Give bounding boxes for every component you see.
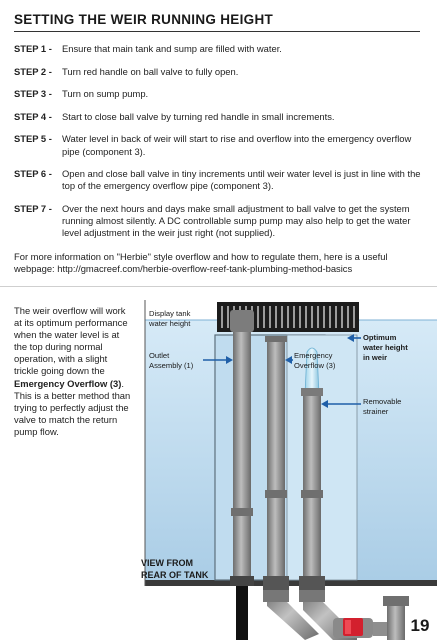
step-number: STEP 4 - <box>14 110 52 122</box>
outlet-assembly-label-line2: Assembly (1) <box>149 361 194 370</box>
emergency-pipe <box>267 336 285 576</box>
step-item <box>14 66 424 78</box>
emergency-overflow-label: Emergency <box>294 351 333 360</box>
strainer-label-line2: strainer <box>363 407 389 416</box>
explanation-text-start: The weir overflow will work at its optimum performance when the water level is at the top during normal operation, with a slight trickle going down the <box>14 305 128 377</box>
weir-diagram <box>137 300 437 640</box>
step-number: STEP 2 - <box>14 65 52 77</box>
section-divider <box>0 286 437 287</box>
bulkhead-nut <box>299 576 325 590</box>
tank-bottom <box>145 580 437 586</box>
step-text: Start to close ball valve by turning red handle in small increments. <box>62 110 335 122</box>
step-item <box>14 168 424 192</box>
main-drain-elbow <box>299 590 325 602</box>
step-item <box>14 88 424 100</box>
emergency-pipe-joint <box>265 490 287 498</box>
weir-explanation <box>14 305 132 438</box>
optimum-height-label-line2: water height <box>363 343 408 352</box>
step-number: STEP 5 - <box>14 133 52 145</box>
ball-valve-handle-highlight <box>345 620 351 634</box>
step-text: Ensure that main tank and sump are filled with water. <box>62 43 282 54</box>
title-underline <box>14 31 420 32</box>
step-number: STEP 7 - <box>14 202 52 214</box>
outlet-pipe <box>233 314 251 576</box>
valve-outlet-elbow <box>383 596 409 606</box>
emergency-drain-elbow <box>263 590 289 602</box>
step-number: STEP 6 - <box>14 168 52 180</box>
strainer-pipe-joint <box>301 490 323 498</box>
optimum-height-label: Optimum <box>363 333 397 342</box>
explanation-text-bold: Emergency Overflow (3) <box>14 377 122 389</box>
display-tank-label-line2: water height <box>149 319 191 328</box>
step-text: Open and close ball valve in tiny increments until weir water level is just in line with the top of the emergency overflow pipe (component 3). <box>62 168 421 192</box>
bulkhead-nut <box>230 576 254 586</box>
step-text: Turn red handle on ball valve to fully open. <box>62 65 239 77</box>
weir-inner-chamber <box>287 335 357 580</box>
outlet-pipe-cap <box>230 310 254 332</box>
optimum-height-label-line3: in weir <box>363 353 388 362</box>
view-from-label-line2: REAR OF TANK <box>141 570 209 580</box>
step-item <box>14 133 424 157</box>
strainer-collar <box>301 388 323 396</box>
step-item <box>14 43 424 55</box>
more-info-paragraph: For more information on "Herbie" style overflow and how to regulate them, here is a useful webpage: http://gmacreef.com/herbie-overflow-reef-tank-plumbing-method-basics <box>14 251 388 275</box>
bulkhead-nut <box>263 576 289 590</box>
strainer-pipe <box>303 392 321 576</box>
emergency-pipe-top <box>265 336 287 342</box>
emergency-overflow-label-line2: Overflow (3) <box>294 361 336 370</box>
outlet-assembly-label: Outlet <box>149 351 170 360</box>
outlet-pipe-joint <box>231 508 253 516</box>
section-title: SETTING THE WEIR RUNNING HEIGHT <box>14 12 274 27</box>
page-number: 19 <box>410 616 430 635</box>
explanation-text-end: . This is a better method than trying to perfectly adjust the valve to match the return pump flow. <box>14 377 131 437</box>
step-text: Over the next hours and days make small adjustment to ball valve to get the system running almost silently. A DC controllable sump pump may also help to get the water level adjustment in the weir just right (not supplied). <box>62 202 411 239</box>
display-tank-label: Display tank <box>149 309 191 318</box>
step-item <box>14 111 424 123</box>
step-item <box>14 203 424 240</box>
step-text: Turn on sump pump. <box>62 88 149 100</box>
step-number: STEP 1 - <box>14 43 52 54</box>
strainer-label: Removable <box>363 397 402 406</box>
view-from-label: VIEW FROM <box>141 558 193 568</box>
step-text: Water level in back of weir will start to rise and overflow into the emergency overflow pipe (component 3). <box>62 133 412 157</box>
step-number: STEP 3 - <box>14 88 52 100</box>
steps-list <box>14 43 424 250</box>
